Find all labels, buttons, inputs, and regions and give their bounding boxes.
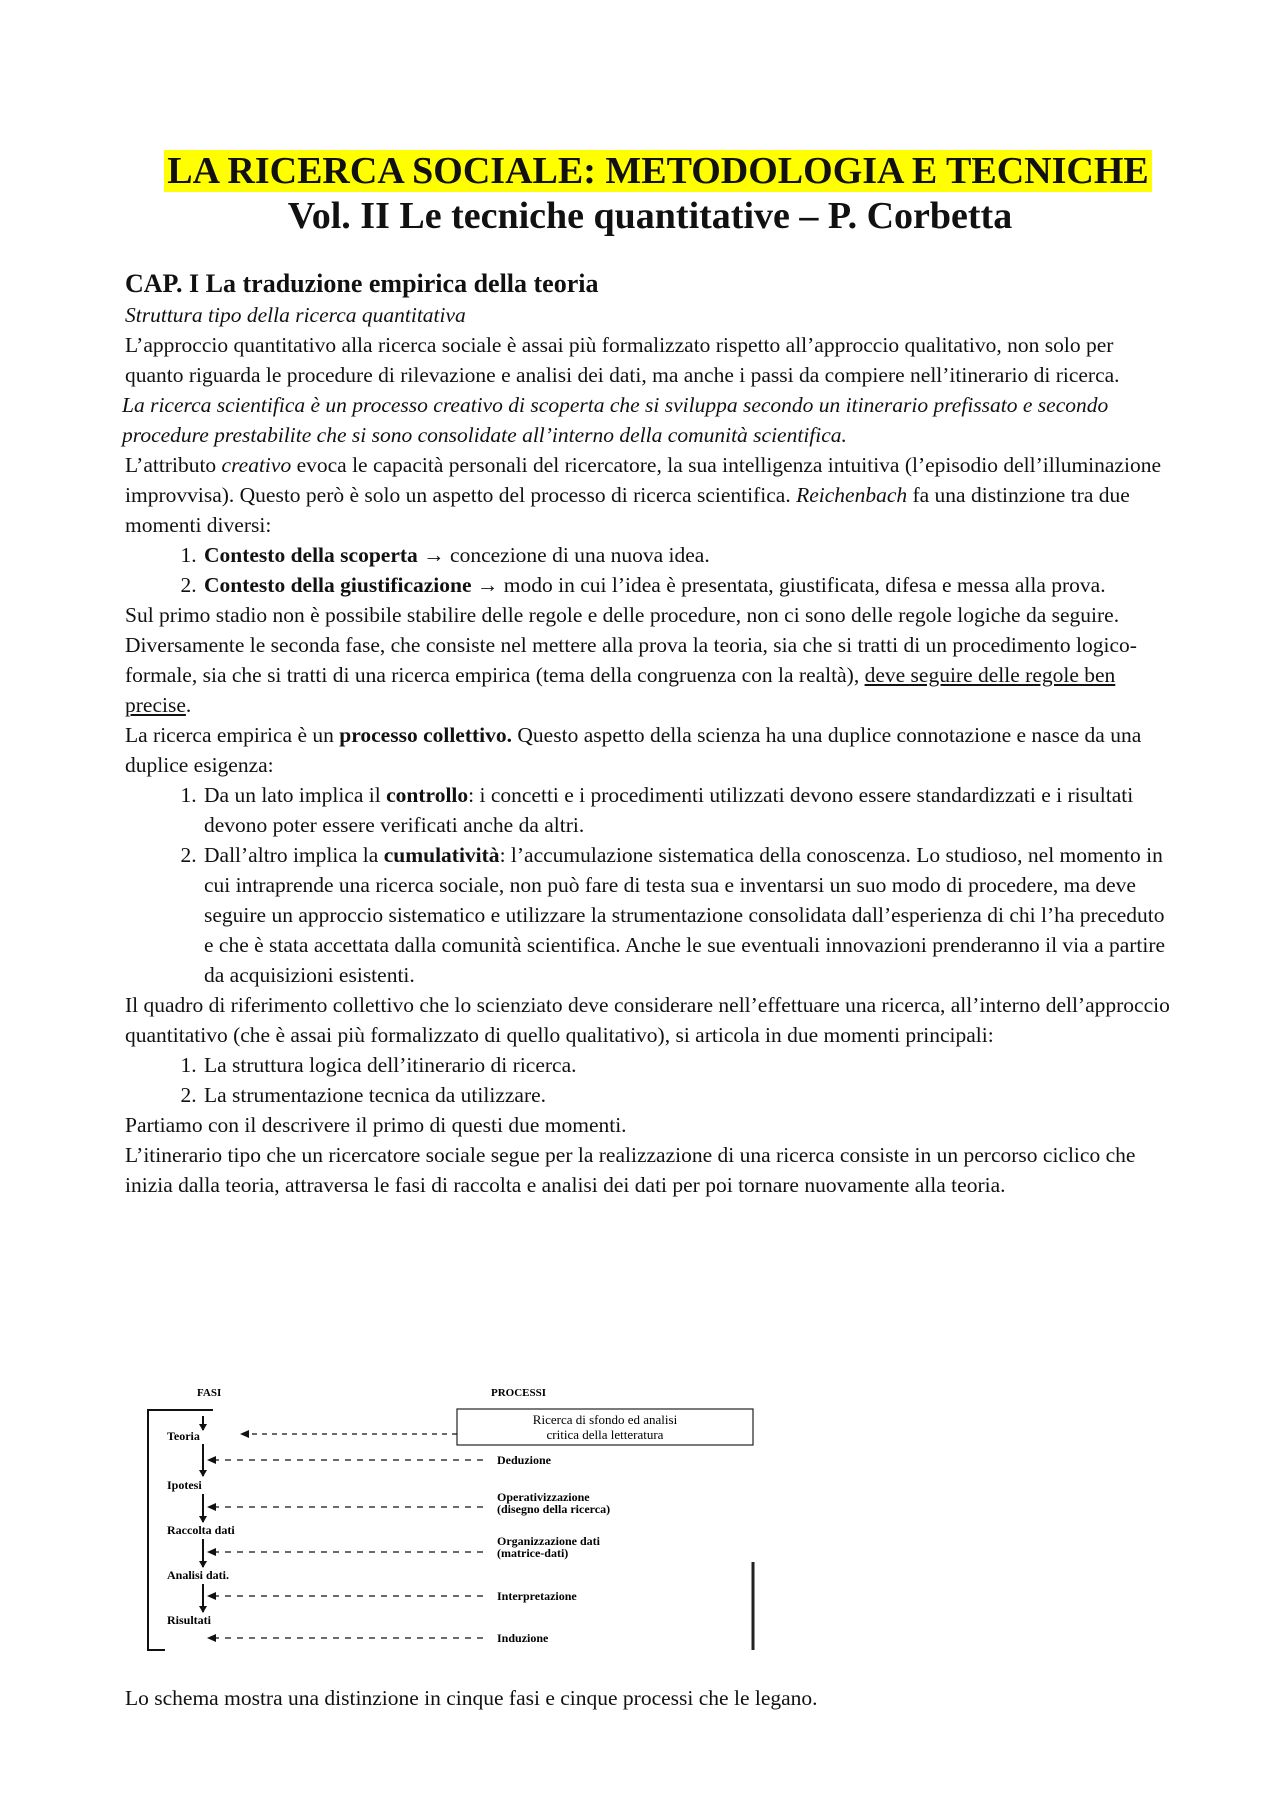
list-item-bold: cumulatività <box>383 843 500 867</box>
list-item-text: : l’accumulazione sistematica della conoscenza. Lo studioso, nel momento in cui intraprende una ricerca sociale, non può fare di testa sua e inventarsi un suo modo di procedere, ma deve seguire un approccio sistematico e utilizzare la strumentazione consolidata dall’esperienza di chi l’ha preceduto e che è stata accettata dalla comunità scientifica. Anche le sue eventuali innovazioni prenderanno il via a partire da acquisizioni esistenti. <box>204 843 1166 987</box>
main-title: LA RICERCA SOCIALE: METODOLOGIA E TECNICHE <box>164 150 1152 192</box>
fase-ipotesi: Ipotesi <box>167 1478 202 1492</box>
list-item-text: → concezione di una nuova idea. <box>417 543 710 567</box>
processo-organizzazione: Organizzazione dati <box>497 1534 600 1548</box>
arrow-down-icon <box>199 1561 207 1568</box>
list-item <box>202 840 1175 990</box>
paragraph-6: Il quadro di riferimento collettivo che lo scienziato deve considerare nell’effettuare una ricerca, all’interno dell’approccio quantitativo (che è assai più formalizzato di quello qualitativo), si articola in due momenti principali: <box>125 993 1170 1047</box>
research-cycle-diagram <box>145 1382 775 1657</box>
list-item-text: : i concetti e i procedimenti utilizzati devono essere standardizzati e i risultati devono poter essere verificati anche da altri. <box>204 783 1134 837</box>
section-heading-italic: Struttura tipo della ricerca quantitativa <box>125 303 466 327</box>
processo-operativizzazione-sub: (disegno della ricerca) <box>497 1502 611 1516</box>
list-contesti <box>125 540 1175 600</box>
arrow-down-icon <box>199 1606 207 1613</box>
list-item-bold: Contesto della scoperta <box>204 543 418 567</box>
arrow-left-icon <box>207 1503 216 1511</box>
list-item <box>202 570 1175 600</box>
processo-deduzione: Deduzione <box>497 1453 551 1467</box>
p4-underlined: deve seguire delle regole ben precise <box>125 663 1116 717</box>
list-item: 2. La strumentazione tecnica da utilizzare. <box>202 1080 1175 1110</box>
p5-text-a: La ricerca empirica è un <box>125 723 340 747</box>
diagram-processi-header: PROCESSI <box>491 1387 547 1399</box>
diagram-fasi-header: FASI <box>197 1387 222 1399</box>
arrow-head-icon <box>240 1430 249 1438</box>
list-item <box>202 540 1175 570</box>
fase-teoria: Teoria <box>167 1429 200 1443</box>
p5-bold: processo collettivo. <box>339 723 513 747</box>
arrow-left-icon <box>207 1456 216 1464</box>
paragraph-3 <box>125 450 1175 540</box>
fase-risultati: Risultati <box>167 1613 212 1627</box>
p5-text-c: Questo aspetto della scienza ha una duplice connotazione e nasce da una duplice esigenza: <box>125 723 1142 777</box>
processo-induzione: Induzione <box>497 1631 549 1645</box>
document-page <box>122 150 1175 1200</box>
title-block <box>125 150 1175 240</box>
arrow-left-icon <box>207 1634 216 1642</box>
p3-reichenbach: Reichenbach <box>796 483 908 507</box>
list-momenti <box>125 1050 1175 1110</box>
processo-operativizzazione: Operativizzazione <box>497 1490 590 1504</box>
arrow-down-icon <box>199 1516 207 1523</box>
paragraph-2-italic: La ricerca scientifica è un processo creativo di scoperta che si sviluppa secondo un itinerario prefissato e secondo procedure prestabilite che si sono consolidate all’interno della comunità scientifica. <box>122 393 1109 447</box>
paragraph-5 <box>125 720 1175 780</box>
paragraph-8: L’itinerario tipo che un ricercatore sociale segue per la realizzazione di una ricerca consiste in un percorso ciclico che inizia dalla teoria, attraversa le fasi di raccolta e analisi dei dati per poi tornare nuovamente alla teoria. <box>125 1143 1136 1197</box>
p3-creativo: creativo <box>221 453 292 477</box>
processo-organizzazione-sub: (matrice-dati) <box>497 1546 569 1560</box>
p4-text-a: Sul primo stadio non è possibile stabilire delle regole e delle procedure, non ci sono delle regole logiche da seguire. Diversamente le seconda fase, che consiste nel mettere alla prova la teoria, sia che si tratti di un procedimento logico-formale, sia che si tratti di una ricerca empirica (tema della congruenza con la realtà), <box>125 603 1137 687</box>
top-box-line1: Ricerca di sfondo ed analisi <box>532 1412 678 1427</box>
p3-text-c: evoca le capacità personali del ricercatore, la sua intelligenza intuitiva (l’episodio dell’illuminazione improvvisa). Questo però è solo un aspetto del processo di ricerca scientifica. <box>125 453 1161 507</box>
list-item-bold: controllo <box>386 783 469 807</box>
list-item <box>202 780 1175 840</box>
arrow-down-icon <box>199 1424 207 1431</box>
list-item-pre: Dall’altro implica la <box>204 843 384 867</box>
chapter-heading: CAP. I La traduzione empirica della teoria <box>125 269 599 298</box>
list-item: 1. La struttura logica dell’itinerario di ricerca. <box>202 1050 1175 1080</box>
fase-raccolta-dati: Raccolta dati <box>167 1523 235 1537</box>
top-box-line2: critica della letteratura <box>546 1427 664 1442</box>
list-controllo-cumulativita <box>125 780 1175 990</box>
p3-text-a: L’attributo <box>125 453 222 477</box>
p4-text-c: . <box>185 693 192 717</box>
arrow-left-icon <box>207 1548 216 1556</box>
subtitle: Vol. II Le tecniche quantitative – P. Corbetta <box>287 195 1013 237</box>
list-item-text: → modo in cui l’idea è presentata, giustificata, difesa e messa alla prova. <box>471 573 1106 597</box>
paragraph-1: L’approccio quantitativo alla ricerca sociale è assai più formalizzato rispetto all’approccio qualitativo, non solo per quanto riguarda le procedure di rilevazione e analisi dei dati, ma anche i passi da compiere nell’itinerario di ricerca. <box>125 333 1120 387</box>
paragraph-4 <box>125 600 1175 720</box>
p3-text-e: fa una distinzione tra due momenti diversi: <box>125 483 1130 537</box>
fase-analisi-dati: Analisi dati. <box>167 1568 230 1582</box>
arrow-left-icon <box>207 1592 216 1600</box>
arrow-down-icon <box>199 1470 207 1477</box>
paragraph-7: Partiamo con il descrivere il primo di questi due momenti. <box>125 1113 627 1137</box>
processo-interpretazione: Interpretazione <box>497 1589 577 1603</box>
list-item-pre: Da un lato implica il <box>204 783 387 807</box>
list-item-bold: Contesto della giustificazione <box>204 573 472 597</box>
closing-paragraph: Lo schema mostra una distinzione in cinque fasi e cinque processi che le legano. <box>125 1686 818 1710</box>
